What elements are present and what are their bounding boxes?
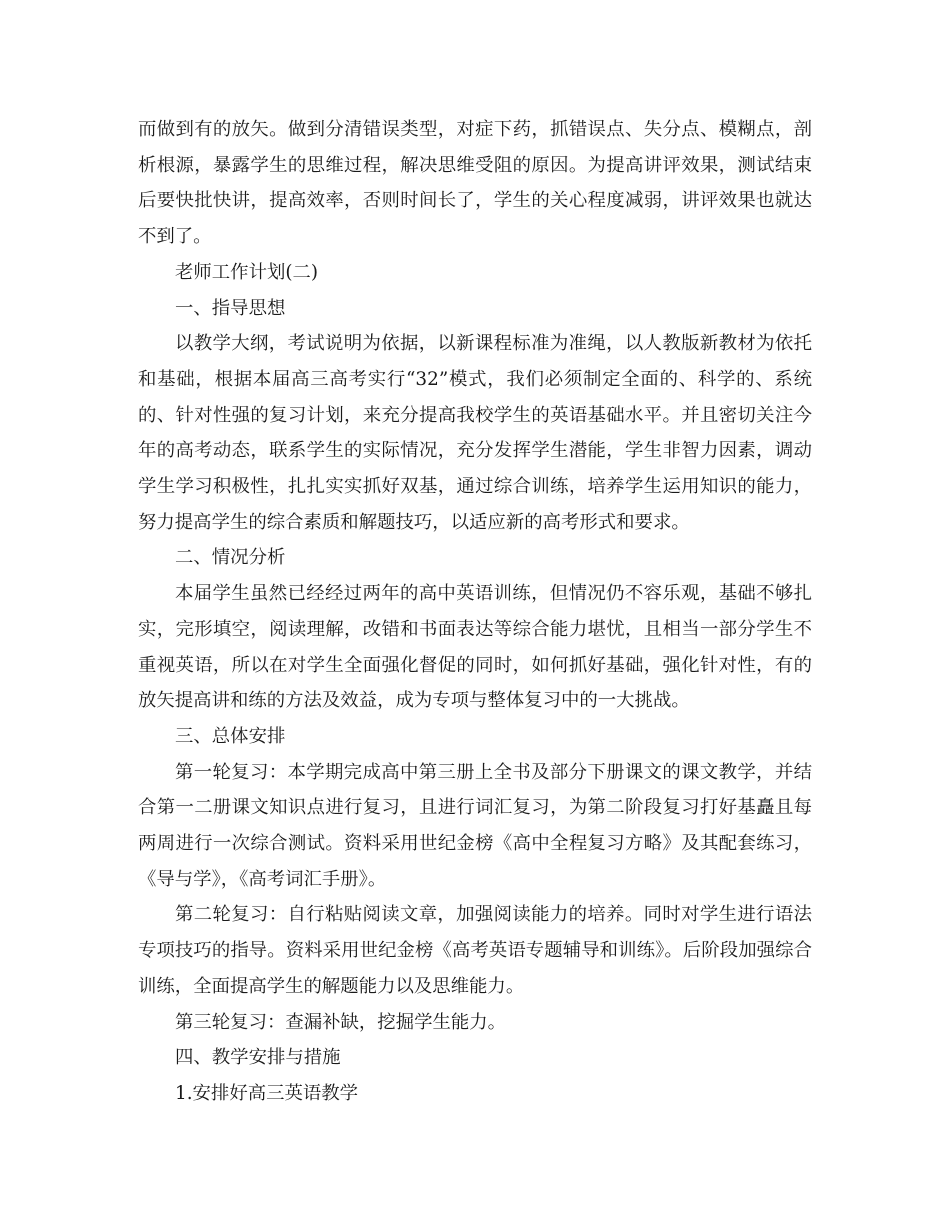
- round3-paragraph: 第三轮复习：查漏补缺，挖掘学生能力。: [175, 1011, 507, 1033]
- section1-paragraph: 以教学大纲，考试说明为依据，以新课程标准为准绳，以人教版新教材为依托和基础，根据本届高三高考实行“32”模式，我们必须制定全面的、科学的、系统的、针对性强的复习计划，来充分提高我校学生的英语基础水平。并且密切关注今年的高考动态，联系学生的实际情况，充分发挥学生潜能，学生非智力因素，调动学生学习积极性，扎扎实实抓好双基，通过综合训练，培养学生运用知识的能力，努力提高学生的综合素质和解题技巧，以适应新的高考形式和要求。: [138, 333, 812, 533]
- item1-heading: 1.安排好高三英语教学: [175, 1082, 359, 1104]
- section4-heading: 四、教学安排与措施: [175, 1047, 341, 1069]
- round2-paragraph: 第二轮复习：自行粘贴阅读文章，加强阅读能力的培养。同时对学生进行语法专项技巧的指导。资料采用世纪金榜《高考英语专题辅导和训练》。后阶段加强综合训练，全面提高学生的解题能力以及思维能力。: [138, 904, 812, 997]
- intro-continuation-paragraph: 而做到有的放矢。做到分清错误类型，对症下药，抓错误点、失分点、模糊点，剖析根源，暴露学生的思维过程，解决思维受阻的原因。为提高讲评效果，测试结束后要快批快讲，提高效率，否则时间长了，学生的关心程度减弱，讲评效果也就达不到了。: [138, 119, 812, 248]
- section2-heading: 二、情况分析: [175, 547, 286, 569]
- section1-heading: 一、指导思想: [175, 297, 286, 319]
- section2-paragraph: 本届学生虽然已经经过两年的高中英语训练，但情况仍不容乐观，基础不够扎实，完形填空，阅读理解，改错和书面表达等综合能力堪忧，且相当一部分学生不重视英语，所以在对学生全面强化督促的同时，如何抓好基础，强化针对性，有的放矢提高讲和练的方法及效益，成为专项与整体复习中的一大挑战。: [138, 583, 812, 712]
- round1-paragraph: 第一轮复习：本学期完成高中第三册上全书及部分下册课文的课文教学，并结合第一二册课文知识点进行复习，且进行词汇复习，为第二阶段复习打好基矗且每两周进行一次综合测试。资料采用世纪金榜《高中全程复习方略》及其配套练习，《导与学》，《高考词汇手册》。: [138, 761, 812, 890]
- section3-heading: 三、总体安排: [175, 725, 286, 747]
- plan-title: 老师工作计划(二): [175, 261, 319, 283]
